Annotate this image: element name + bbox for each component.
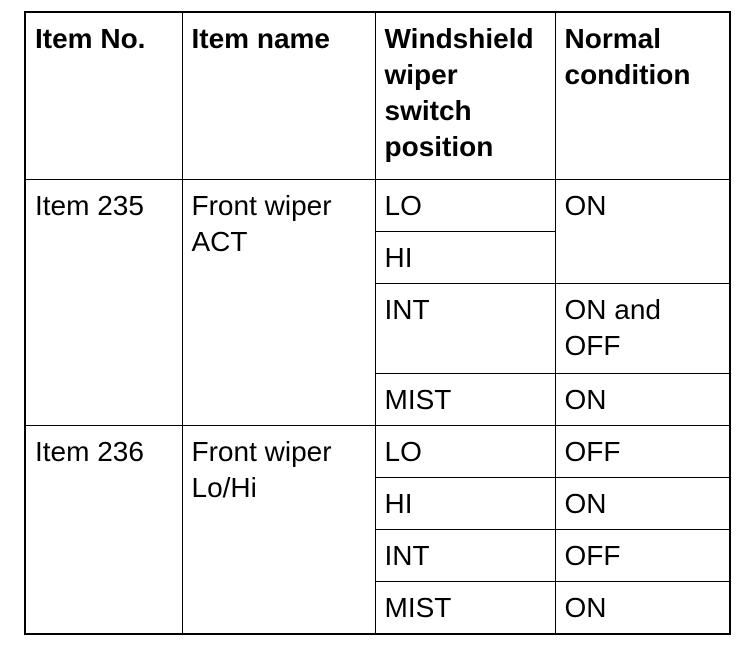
condition-cell: ON bbox=[555, 179, 730, 283]
header-switch-position: Windshield wiper switch position bbox=[375, 12, 555, 179]
position-cell: LO bbox=[375, 426, 555, 478]
table-row bbox=[25, 179, 730, 231]
position-cell: HI bbox=[375, 478, 555, 530]
table-row bbox=[25, 426, 730, 478]
condition-cell: ON bbox=[555, 582, 730, 634]
wiper-spec-table bbox=[24, 11, 731, 635]
position-cell: MIST bbox=[375, 582, 555, 634]
header-item-no: Item No. bbox=[25, 12, 182, 179]
condition-cell: ON bbox=[555, 478, 730, 530]
condition-cell: ON and OFF bbox=[555, 283, 730, 373]
item-no-cell: Item 236 bbox=[25, 426, 182, 634]
position-cell: INT bbox=[375, 283, 555, 373]
header-normal-condition: Normal condition bbox=[555, 12, 730, 179]
item-name-cell: Front wiper Lo/Hi bbox=[182, 426, 375, 634]
position-cell: MIST bbox=[375, 374, 555, 426]
condition-cell: ON bbox=[555, 374, 730, 426]
condition-cell: OFF bbox=[555, 426, 730, 478]
position-cell: HI bbox=[375, 231, 555, 283]
header-row bbox=[25, 12, 730, 179]
condition-cell: OFF bbox=[555, 530, 730, 582]
position-cell: LO bbox=[375, 179, 555, 231]
header-item-name: Item name bbox=[182, 12, 375, 179]
item-name-cell: Front wiper ACT bbox=[182, 179, 375, 425]
item-no-cell: Item 235 bbox=[25, 179, 182, 425]
position-cell: INT bbox=[375, 530, 555, 582]
